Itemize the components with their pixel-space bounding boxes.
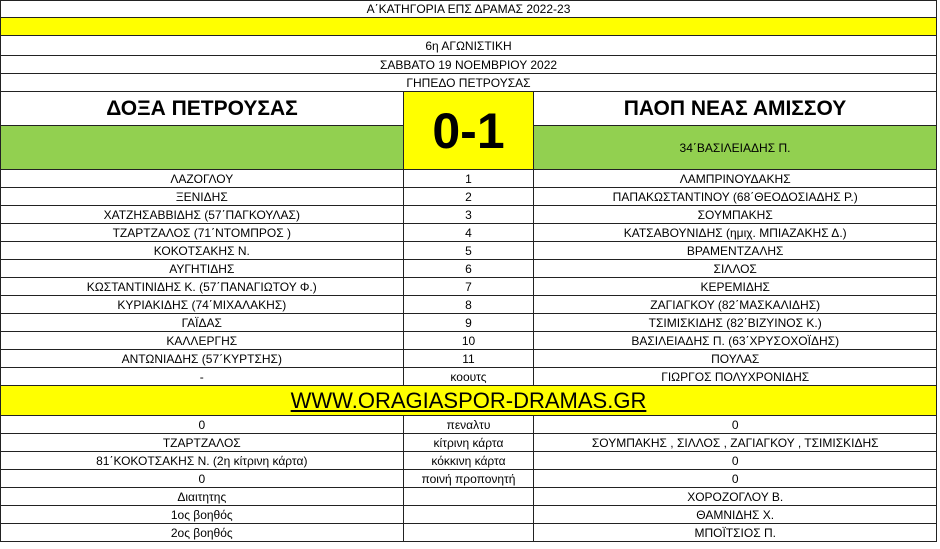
table-row bbox=[0, 314, 937, 332]
table-row bbox=[0, 188, 937, 206]
away-team-name: ΠΑΟΠ ΝΕΑΣ ΑΜΙΣΣΟΥ bbox=[534, 92, 937, 126]
official-role: 2ος βοηθός bbox=[0, 524, 404, 542]
table-row bbox=[0, 170, 937, 188]
home-scorers bbox=[0, 126, 404, 170]
table-row bbox=[0, 416, 937, 434]
away-player: ΤΣΙΜΙΣΚΙΔΗΣ (82΄ΒΙΖΥΙΝΟΣ Κ.) bbox=[534, 314, 937, 332]
shirt-number: 5 bbox=[404, 242, 535, 260]
home-player: ΚΟΚΟΤΣΑΚΗΣ Ν. bbox=[0, 242, 404, 260]
table-row bbox=[0, 452, 937, 470]
home-player: ΚΥΡΙΑΚΙΔΗΣ (74΄ΜΙΧΑΛΑΚΗΣ) bbox=[0, 296, 404, 314]
home-team-name: ΔΟΞΑ ΠΕΤΡΟΥΣΑΣ bbox=[0, 92, 404, 126]
official-name: ΘΑΜΝΙΔΗΣ Χ. bbox=[534, 506, 937, 524]
empty-cell bbox=[404, 488, 535, 506]
table-row bbox=[0, 506, 937, 524]
shirt-number: 1 bbox=[404, 170, 535, 188]
round-label: 6η ΑΓΩΝΙΣΤΙΚΗ bbox=[0, 36, 937, 56]
table-row bbox=[0, 524, 937, 542]
shirt-number: 11 bbox=[404, 350, 535, 368]
home-player: ΤΖΑΡΤΖΑΛΟΣ (71΄ΝΤΟΜΠΡΟΣ ) bbox=[0, 224, 404, 242]
table-row bbox=[0, 470, 937, 488]
home-player: ΧΑΤΖΗΣΑΒΒΙΔΗΣ (57΄ΠΑΓΚΟΥΛΑΣ) bbox=[0, 206, 404, 224]
away-player: ΣΟΥΜΠΑΚΗΣ bbox=[534, 206, 937, 224]
table-row bbox=[0, 242, 937, 260]
home-player: ΚΑΛΛΕΡΓΗΣ bbox=[0, 332, 404, 350]
stat-label: κόκκινη κάρτα bbox=[404, 452, 535, 470]
shirt-number: 3 bbox=[404, 206, 535, 224]
home-player: ΛΑΖΟΓΛΟΥ bbox=[0, 170, 404, 188]
lineups-table bbox=[0, 170, 937, 386]
away-stat: 0 bbox=[534, 452, 937, 470]
away-player: ΖΑΓΙΑΓΚΟΥ (82΄ΜΑΣΚΑΛΙΔΗΣ) bbox=[534, 296, 937, 314]
shirt-number: 2 bbox=[404, 188, 535, 206]
away-player: ΒΑΣΙΛΕΙΑΔΗΣ Π. (63΄ΧΡΥΣΟΧΟΪΔΗΣ) bbox=[534, 332, 937, 350]
stat-label: κίτρινη κάρτα bbox=[404, 434, 535, 452]
final-score: 0-1 bbox=[404, 92, 534, 170]
coach-label: κοουτς bbox=[404, 368, 535, 386]
stat-label: πεναλτυ bbox=[404, 416, 535, 434]
scoreboard bbox=[0, 92, 937, 170]
away-player: ΠΑΠΑΚΩΣΤΑΝΤΙΝΟΥ (68΄ΘΕΟΔΟΣΙΑΔΗΣ Ρ.) bbox=[534, 188, 937, 206]
shirt-number: 6 bbox=[404, 260, 535, 278]
stats-table bbox=[0, 416, 937, 488]
shirt-number: 7 bbox=[404, 278, 535, 296]
coach-row bbox=[0, 368, 937, 386]
shirt-number: 8 bbox=[404, 296, 535, 314]
away-player: ΛΑΜΠΡΙΝΟΥΔΑΚΗΣ bbox=[534, 170, 937, 188]
table-row bbox=[0, 332, 937, 350]
away-player: ΣΙΛΛΟΣ bbox=[534, 260, 937, 278]
website-link[interactable]: WWW.ORAGIASPOR-DRAMAS.GR bbox=[0, 386, 937, 416]
table-row bbox=[0, 434, 937, 452]
away-player: ΚΑΤΣΑΒΟΥΝΙΔΗΣ (ημιχ. ΜΠΙΑΖΑΚΗΣ Δ.) bbox=[534, 224, 937, 242]
official-name: ΧΟΡΟΖΟΓΛΟΥ Β. bbox=[534, 488, 937, 506]
empty-cell bbox=[404, 524, 535, 542]
table-row bbox=[0, 278, 937, 296]
empty-cell bbox=[404, 506, 535, 524]
venue: ΓΗΠΕΔΟ ΠΕΤΡΟΥΣΑΣ bbox=[0, 74, 937, 92]
table-row bbox=[0, 224, 937, 242]
away-stat: 0 bbox=[534, 416, 937, 434]
away-coach: ΓΙΩΡΓΟΣ ΠΟΛΥΧΡΟΝΙΔΗΣ bbox=[534, 368, 937, 386]
away-player: ΚΕΡΕΜΙΔΗΣ bbox=[534, 278, 937, 296]
away-stat: 0 bbox=[534, 470, 937, 488]
category-title: Α΄ΚΑΤΗΓΟΡΙΑ ΕΠΣ ΔΡΑΜΑΣ 2022-23 bbox=[0, 0, 937, 18]
home-player: ΑΝΤΩΝΙΑΔΗΣ (57΄ΚΥΡΤΣΗΣ) bbox=[0, 350, 404, 368]
away-player: ΠΟΥΛΑΣ bbox=[534, 350, 937, 368]
yellow-separator bbox=[0, 18, 937, 36]
home-stat: 0 bbox=[0, 416, 404, 434]
officials-table bbox=[0, 488, 937, 542]
home-coach: - bbox=[0, 368, 404, 386]
shirt-number: 10 bbox=[404, 332, 535, 350]
official-role: 1ος βοηθός bbox=[0, 506, 404, 524]
shirt-number: 9 bbox=[404, 314, 535, 332]
table-row bbox=[0, 296, 937, 314]
away-stat: ΣΟΥΜΠΑΚΗΣ , ΣΙΛΛΟΣ , ΖΑΓΙΑΓΚΟΥ , ΤΣΙΜΙΣΚΙΔΗΣ bbox=[534, 434, 937, 452]
table-row bbox=[0, 260, 937, 278]
table-row bbox=[0, 488, 937, 506]
home-player: ΑΥΓΗΤΙΔΗΣ bbox=[0, 260, 404, 278]
home-player: ΓΑΪΔΑΣ bbox=[0, 314, 404, 332]
away-scorers: 34΄ΒΑΣΙΛΕΙΑΔΗΣ Π. bbox=[534, 126, 937, 170]
home-stat: 0 bbox=[0, 470, 404, 488]
table-row bbox=[0, 350, 937, 368]
stat-label: ποινή προπονητή bbox=[404, 470, 535, 488]
home-player: ΚΩΣΤΑΝΤΙΝΙΔΗΣ Κ. (57΄ΠΑΝΑΓΙΩΤΟΥ Φ.) bbox=[0, 278, 404, 296]
away-player: ΒΡΑΜΕΝΤΖΑΛΗΣ bbox=[534, 242, 937, 260]
shirt-number: 4 bbox=[404, 224, 535, 242]
home-player: ΞΕΝΙΔΗΣ bbox=[0, 188, 404, 206]
match-date: ΣΑΒΒΑΤΟ 19 ΝΟΕΜΒΡΙΟΥ 2022 bbox=[0, 56, 937, 74]
table-row bbox=[0, 206, 937, 224]
home-stat: 81΄ΚΟΚΟΤΣΑΚΗΣ Ν. (2η κίτρινη κάρτα) bbox=[0, 452, 404, 470]
home-stat: ΤΖΑΡΤΖΑΛΟΣ bbox=[0, 434, 404, 452]
official-role: Διαιτητης bbox=[0, 488, 404, 506]
official-name: ΜΠΟΪΤΣΙΟΣ Π. bbox=[534, 524, 937, 542]
